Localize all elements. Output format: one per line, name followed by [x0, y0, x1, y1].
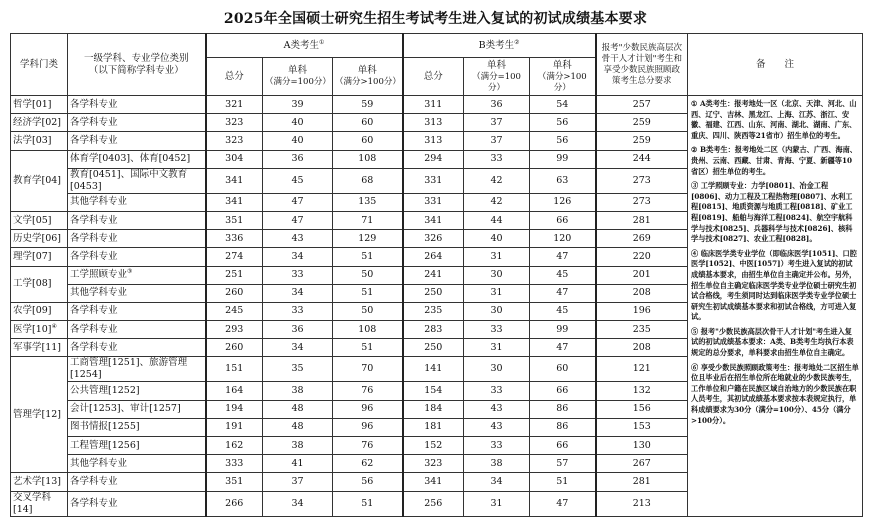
a-total-score: 321 [206, 96, 263, 114]
minority-total-score: 273 [596, 193, 688, 211]
discipline-cell [11, 302, 68, 320]
b-single-gt100-score: 99 [530, 150, 596, 168]
b-single-gt100-score: 66 [530, 211, 596, 229]
b-single-gt100-score: 54 [530, 96, 596, 114]
a-total-score: 245 [206, 302, 263, 320]
b-total-score: 331 [403, 193, 464, 211]
major-cell [68, 193, 206, 211]
header-a-single-100-sub: （满分=100分） [265, 77, 331, 87]
a-single-gt100-score: 51 [333, 491, 403, 516]
minority-total-score: 208 [596, 284, 688, 302]
page-title: 2025年全国硕士研究生招生考试考生进入复试的初试成绩基本要求 [223, 11, 648, 27]
a-single-gt100-score: 129 [333, 230, 403, 248]
major-label: 各学科专业 [70, 116, 118, 128]
b-single-gt100-score: 47 [530, 248, 596, 266]
b-total-score: 152 [403, 437, 464, 455]
a-single-gt100-score: 50 [333, 302, 403, 320]
major-cell [68, 357, 206, 382]
header-a-single-gt100-sub: （满分>100分） [335, 77, 401, 87]
header-a-single-gt100-label: 单科 [357, 65, 377, 76]
discipline-cell [11, 248, 68, 266]
a-single-100-score: 33 [263, 266, 333, 284]
b-single-100-score: 31 [464, 339, 530, 357]
a-single-gt100-score: 59 [333, 96, 403, 114]
discipline-label: 交叉学科[14] [13, 491, 52, 515]
discipline-cell [11, 266, 68, 302]
a-single-gt100-score: 96 [333, 418, 403, 436]
note-item: ④ 临床医学类专业学位（即临床医学[1051]、口腔医学[1052]、中医[1057]）考生进入复试的初试成绩基本要求，由招生单位自主确定并公布。另外，招生单位自主确定临床医学类专业学位硕士研究生初试合格线，考生须同时达到临床医学类专业学位硕士研究生初试成绩基本要求和初试合格线，方可进入复试。 [691, 248, 857, 322]
a-single-100-score: 41 [263, 455, 333, 473]
note-item: ② B类考生：报考地处二区（内蒙古、广西、海南、贵州、云南、西藏、甘肃、青海、宁夏、新疆等10省区）招生单位的考生。 [691, 145, 857, 176]
header-discipline: 学科门类 [11, 34, 68, 96]
header-a-single-gt100 [333, 58, 403, 96]
a-single-gt100-score: 108 [333, 321, 403, 339]
header-b-single-100-label: 单科 [487, 59, 507, 71]
discipline-cell [11, 132, 68, 150]
header-b-single-gt100 [530, 58, 596, 96]
header-group-b-label: B类考生 [478, 39, 515, 51]
a-single-100-score: 45 [263, 168, 333, 193]
a-single-100-score: 47 [263, 211, 333, 229]
b-single-gt100-score: 120 [530, 230, 596, 248]
major-cell [68, 302, 206, 320]
major-label: 各学科专业 [70, 475, 118, 487]
major-cell [68, 382, 206, 400]
major-cell [68, 150, 206, 168]
b-total-score: 250 [403, 339, 464, 357]
major-label: 各学科专业 [70, 214, 118, 226]
a-single-100-score: 34 [263, 339, 333, 357]
b-total-score: 326 [403, 230, 464, 248]
minority-total-score: 235 [596, 321, 688, 339]
a-single-gt100-score: 50 [333, 266, 403, 284]
note-item: ③ 工学照顾专业：力学[0801]、冶金工程[0806]、动力工程及工程热物理[0807]、水利工程[0815]、地质资源与地质工程[0818]、矿业工程[0819]、船舶与海洋工程[0824]、航空宇航科学与技术[0825]、兵器科学与技术[0826]、核科学与技术[0827]、农业工程[0828]。 [691, 181, 853, 244]
b-single-gt100-score: 86 [530, 400, 596, 418]
minority-total-score: 281 [596, 473, 688, 491]
major-cell [68, 455, 206, 473]
header-notes: 备 注 [688, 34, 863, 96]
note-item: ① A类考生：报考地处一区（北京、天津、河北、山西、辽宁、吉林、黑龙江、上海、江苏、浙江、安徽、福建、江西、山东、河南、湖北、湖南、广东、重庆、四川、陕西等21省市）招生单位的考生。 [691, 99, 857, 140]
discipline-cell [11, 114, 68, 132]
b-single-100-score: 33 [464, 150, 530, 168]
major-label: 其他学科专业 [70, 457, 128, 469]
minority-total-score: 220 [596, 248, 688, 266]
a-single-gt100-score: 51 [333, 284, 403, 302]
a-total-score: 336 [206, 230, 263, 248]
b-total-score: 313 [403, 132, 464, 150]
header-major [68, 34, 206, 96]
discipline-label: 医学[10] [13, 323, 52, 335]
discipline-cell [11, 473, 68, 491]
discipline-cell [11, 321, 68, 339]
a-single-100-score: 34 [263, 491, 333, 516]
discipline-label: 艺术学[13] [13, 475, 62, 487]
a-single-gt100-score: 76 [333, 382, 403, 400]
a-single-gt100-score: 56 [333, 473, 403, 491]
b-single-100-score: 37 [464, 132, 530, 150]
header-b-single-gt100-label: 单科 [552, 59, 572, 71]
major-label: 会计[1253]、审计[1257] [70, 403, 181, 415]
discipline-label: 文学[05] [13, 214, 52, 226]
a-single-gt100-score: 71 [333, 211, 403, 229]
major-label: 体育学[0403]、体育[0452] [70, 153, 191, 165]
discipline-cell [11, 230, 68, 248]
minority-total-score: 208 [596, 339, 688, 357]
a-single-100-score: 36 [263, 321, 333, 339]
header-minority: 报考"少数民族高层次骨干人才计划"考生和享受少数民族照顾政策考生总分要求 [596, 34, 688, 96]
major-label: 其他学科专业 [70, 196, 128, 208]
b-single-100-score: 36 [464, 96, 530, 114]
discipline-footnote-mark: ④ [51, 322, 57, 330]
minority-total-score: 153 [596, 418, 688, 436]
discipline-label: 理学[07] [13, 250, 52, 262]
major-label: 各学科专业 [70, 134, 118, 146]
b-single-100-score: 40 [464, 230, 530, 248]
a-single-100-score: 47 [263, 193, 333, 211]
discipline-label: 农学[09] [13, 305, 52, 317]
major-cell [68, 491, 206, 516]
a-total-score: 162 [206, 437, 263, 455]
major-cell [68, 248, 206, 266]
b-single-100-score: 38 [464, 455, 530, 473]
a-single-100-score: 40 [263, 132, 333, 150]
discipline-label: 哲学[01] [13, 98, 52, 110]
b-single-gt100-score: 57 [530, 455, 596, 473]
a-total-score: 151 [206, 357, 263, 382]
major-cell [68, 96, 206, 114]
b-total-score: 250 [403, 284, 464, 302]
notes-cell [688, 96, 863, 517]
a-single-gt100-score: 70 [333, 357, 403, 382]
b-single-100-score: 44 [464, 211, 530, 229]
b-single-gt100-score: 45 [530, 266, 596, 284]
minority-total-score: 213 [596, 491, 688, 516]
b-single-gt100-score: 63 [530, 168, 596, 193]
note-item: ⑥ 享受少数民族照顾政策考生：报考地处二区招生单位且毕业后在招生单位所在地就业的少数民族考生，工作单位和户籍在民族区域自治地方的少数民族在职人员考生，其初试成绩基本要求按本表规定执行，单科成绩要求为30分（满分=100分）、45分（满分>100分）。 [691, 362, 859, 425]
a-total-score: 341 [206, 193, 263, 211]
major-label: 各学科专业 [70, 250, 118, 262]
b-total-score: 154 [403, 382, 464, 400]
b-single-gt100-score: 45 [530, 302, 596, 320]
table-row [11, 96, 863, 114]
b-single-gt100-score: 99 [530, 321, 596, 339]
header-a-single-100-label: 单科 [287, 65, 307, 76]
discipline-cell [11, 357, 68, 473]
header-major-title: 一级学科、专业学位类别 [83, 52, 189, 64]
b-single-gt100-score: 86 [530, 418, 596, 436]
discipline-cell [11, 491, 68, 516]
b-single-gt100-score: 47 [530, 284, 596, 302]
minority-total-score: 259 [596, 132, 688, 150]
b-single-100-score: 31 [464, 284, 530, 302]
minority-total-score: 281 [596, 211, 688, 229]
minority-total-score: 201 [596, 266, 688, 284]
header-b-single-100-sub: （满分=100分） [472, 71, 521, 93]
discipline-label: 法学[03] [13, 134, 52, 146]
b-single-gt100-score: 47 [530, 339, 596, 357]
b-total-score: 323 [403, 455, 464, 473]
b-total-score: 256 [403, 491, 464, 516]
minority-total-score: 267 [596, 455, 688, 473]
b-total-score: 341 [403, 211, 464, 229]
a-single-100-score: 33 [263, 302, 333, 320]
b-single-100-score: 33 [464, 437, 530, 455]
b-single-gt100-score: 66 [530, 437, 596, 455]
discipline-label: 历史学[06] [13, 232, 62, 244]
b-total-score: 313 [403, 114, 464, 132]
b-single-gt100-score: 51 [530, 473, 596, 491]
minority-total-score: 257 [596, 96, 688, 114]
a-single-gt100-score: 68 [333, 168, 403, 193]
b-single-gt100-score: 126 [530, 193, 596, 211]
discipline-label: 管理学[12] [13, 408, 62, 420]
minority-total-score: 121 [596, 357, 688, 382]
a-single-100-score: 37 [263, 473, 333, 491]
discipline-cell [11, 211, 68, 229]
major-cell [68, 284, 206, 302]
b-single-100-score: 43 [464, 400, 530, 418]
a-single-100-score: 38 [263, 437, 333, 455]
b-single-100-score: 43 [464, 418, 530, 436]
major-label: 各学科专业 [70, 305, 118, 317]
a-single-gt100-score: 51 [333, 248, 403, 266]
major-label: 工程管理[1256] [70, 439, 140, 451]
major-cell [68, 211, 206, 229]
b-single-100-score: 30 [464, 266, 530, 284]
a-total-score: 323 [206, 132, 263, 150]
major-label: 各学科专业 [70, 232, 118, 244]
a-single-gt100-score: 96 [333, 400, 403, 418]
a-single-100-score: 48 [263, 400, 333, 418]
major-cell [68, 418, 206, 436]
major-cell [68, 168, 206, 193]
major-label: 教育[0451]、国际中文教育[0453] [70, 168, 188, 192]
a-total-score: 351 [206, 211, 263, 229]
a-total-score: 293 [206, 321, 263, 339]
a-single-gt100-score: 60 [333, 114, 403, 132]
b-total-score: 331 [403, 168, 464, 193]
a-single-100-score: 48 [263, 418, 333, 436]
discipline-label: 教育学[04] [13, 174, 62, 186]
a-single-gt100-score: 135 [333, 193, 403, 211]
note-item: ⑤ 报考"少数民族高层次骨干人才计划"考生进入复试的初试成绩基本要求：A类、B类考生均执行本表规定的总分要求，单科要求由招生单位自主确定。 [691, 326, 854, 358]
b-single-100-score: 30 [464, 357, 530, 382]
b-total-score: 264 [403, 248, 464, 266]
b-total-score: 184 [403, 400, 464, 418]
a-single-100-score: 40 [263, 114, 333, 132]
b-total-score: 235 [403, 302, 464, 320]
a-single-100-score: 36 [263, 150, 333, 168]
major-cell [68, 266, 206, 284]
a-total-score: 323 [206, 114, 263, 132]
a-single-100-score: 38 [263, 382, 333, 400]
major-label: 各学科专业 [70, 341, 118, 353]
a-single-gt100-score: 51 [333, 339, 403, 357]
b-total-score: 141 [403, 357, 464, 382]
a-single-100-score: 43 [263, 230, 333, 248]
minority-total-score: 269 [596, 230, 688, 248]
major-label: 工学照顾专业 [70, 269, 128, 281]
b-total-score: 341 [403, 473, 464, 491]
b-single-100-score: 31 [464, 491, 530, 516]
a-total-score: 333 [206, 455, 263, 473]
a-total-score: 341 [206, 168, 263, 193]
discipline-label: 经济学[02] [13, 116, 62, 128]
minority-total-score: 132 [596, 382, 688, 400]
minority-total-score: 244 [596, 150, 688, 168]
a-total-score: 194 [206, 400, 263, 418]
b-single-100-score: 34 [464, 473, 530, 491]
b-single-100-score: 42 [464, 168, 530, 193]
discipline-label: 工学[08] [13, 278, 52, 290]
b-total-score: 181 [403, 418, 464, 436]
minority-total-score: 259 [596, 114, 688, 132]
b-single-gt100-score: 56 [530, 132, 596, 150]
b-total-score: 294 [403, 150, 464, 168]
b-total-score: 283 [403, 321, 464, 339]
major-label: 各学科专业 [70, 497, 118, 509]
minority-total-score: 156 [596, 400, 688, 418]
score-table [10, 33, 863, 517]
b-single-gt100-score: 60 [530, 357, 596, 382]
a-single-100-score: 34 [263, 248, 333, 266]
a-single-100-score: 35 [263, 357, 333, 382]
discipline-label: 军事学[11] [13, 341, 62, 353]
major-cell [68, 321, 206, 339]
a-total-score: 260 [206, 339, 263, 357]
a-single-gt100-score: 62 [333, 455, 403, 473]
a-single-gt100-score: 108 [333, 150, 403, 168]
header-group-a: A类考生① [206, 34, 403, 58]
a-single-gt100-score: 60 [333, 132, 403, 150]
major-label: 公共管理[1252] [70, 385, 140, 397]
b-single-100-score: 42 [464, 193, 530, 211]
major-label: 各学科专业 [70, 323, 118, 335]
b-single-100-score: 30 [464, 302, 530, 320]
b-single-100-score: 33 [464, 321, 530, 339]
major-cell [68, 132, 206, 150]
header-b-single-gt100-sub: （满分>100分） [537, 71, 587, 93]
b-single-100-score: 33 [464, 382, 530, 400]
header-a-total: 总分 [206, 58, 263, 96]
discipline-cell [11, 150, 68, 211]
a-total-score: 260 [206, 284, 263, 302]
a-total-score: 191 [206, 418, 263, 436]
a-total-score: 164 [206, 382, 263, 400]
b-single-gt100-score: 66 [530, 382, 596, 400]
b-single-gt100-score: 56 [530, 114, 596, 132]
a-single-gt100-score: 76 [333, 437, 403, 455]
a-single-100-score: 39 [263, 96, 333, 114]
a-total-score: 251 [206, 266, 263, 284]
header-group-a-label: A类考生 [283, 39, 319, 51]
header-a-single-100 [263, 58, 333, 96]
b-total-score: 311 [403, 96, 464, 114]
discipline-cell [11, 339, 68, 357]
major-label: 工商管理[1251]、旅游管理[1254] [70, 357, 188, 381]
header-group-b: B类考生② [403, 34, 596, 58]
minority-total-score: 196 [596, 302, 688, 320]
b-single-100-score: 31 [464, 248, 530, 266]
a-total-score: 304 [206, 150, 263, 168]
minority-total-score: 273 [596, 168, 688, 193]
header-b-single-100 [464, 58, 530, 96]
major-cell [68, 114, 206, 132]
major-cell [68, 473, 206, 491]
minority-total-score: 130 [596, 437, 688, 455]
a-total-score: 274 [206, 248, 263, 266]
major-cell [68, 339, 206, 357]
major-label: 图书情报[1255] [70, 421, 140, 433]
major-cell [68, 400, 206, 418]
discipline-cell [11, 96, 68, 114]
header-b-total: 总分 [403, 58, 464, 96]
major-cell [68, 437, 206, 455]
a-total-score: 351 [206, 473, 263, 491]
b-single-100-score: 37 [464, 114, 530, 132]
a-single-100-score: 34 [263, 284, 333, 302]
b-single-gt100-score: 47 [530, 491, 596, 516]
table-body [11, 96, 863, 517]
major-cell [68, 230, 206, 248]
major-label: 各学科专业 [70, 98, 118, 110]
a-total-score: 266 [206, 491, 263, 516]
major-label: 其他学科专业 [70, 287, 128, 299]
b-total-score: 241 [403, 266, 464, 284]
header-major-sub: （以下简称学科专业） [88, 64, 184, 76]
major-footnote-mark: ③ [127, 267, 133, 275]
